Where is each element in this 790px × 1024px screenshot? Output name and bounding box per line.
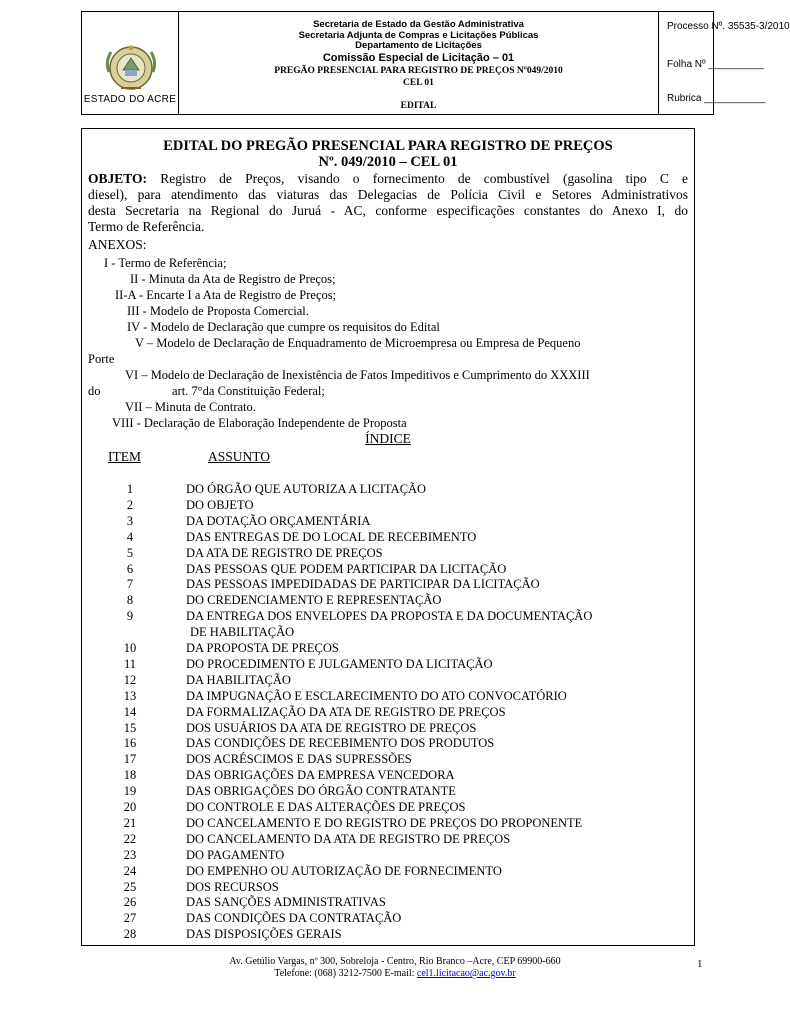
index-item-number: 16 [123,736,137,751]
secretaria-line: Secretaria de Estado da Gestão Administrativa [313,19,524,30]
index-item-number: 14 [123,704,137,719]
index-item-title: DAS SANÇÕES ADMINISTRATIVAS [186,895,386,910]
index-item-title: DO PROCEDIMENTO E JULGAMENTO DA LICITAÇÃO [186,656,493,671]
anexo-item: art. 7°da Constituição Federal; [172,384,325,398]
anexo-item: IV - Modelo de Declaração que cumpre os requisitos do Edital [127,320,440,334]
anexo-item: Porte [88,352,115,366]
index-item-title: DAS PESSOAS QUE PODEM PARTICIPAR DA LICITAÇÃO [186,561,507,576]
index-item-number: 7 [126,577,134,592]
state-seal-icon [103,40,159,96]
index-item-number: 13 [123,688,137,703]
index-item-title: DA HABILITAÇÃO [186,672,291,687]
index-item-number: 6 [126,561,134,576]
anexo-item: III - Modelo de Proposta Comercial. [127,304,309,318]
index-item-title: DO PAGAMENTO [186,847,285,862]
footer-phone: Telefone: (068) 3212-7500 E-mail: [274,968,415,979]
footer-email-link[interactable]: cel1.licitacao@ac.gov.br [416,968,516,979]
index-item-title: DO EMPENHO OU AUTORIZAÇÃO DE FORNECIMENTO [186,863,502,878]
anexo-item: II-A - Encarte I a Ata de Registro de Preços; [115,288,337,302]
anexo-item: II - Minuta da Ata de Registro de Preços; [130,272,336,286]
index-item-number: 21 [123,815,137,830]
index-item-number: 19 [123,784,137,799]
document-header [81,11,790,115]
index-item-title: DAS OBRIGAÇÕES DA EMPRESA VENCEDORA [186,768,455,783]
anexo-item: I - Termo de Referência; [104,256,227,270]
anexo-item: VII – Minuta de Contrato. [125,400,256,414]
index-item-title: DAS OBRIGAÇÕES DO ÓRGÃO CONTRATANTE [186,784,456,799]
index-item-number: 10 [123,641,137,655]
header-title-cell [179,12,659,114]
footer-contact [160,968,630,980]
index-item-number: 25 [123,879,137,894]
index-item-title: DA IMPUGNAÇÃO E ESCLARECIMENTO DO ATO CONVOCATÓRIO [186,688,567,703]
index-item-number: 1 [126,482,134,496]
anexo-item: VIII - Declaração de Elaboração Independente de Proposta [112,416,407,430]
index-item-number: 23 [123,847,137,862]
anexo-item: V – Modelo de Declaração de Enquadramento de Microempresa ou Empresa de Pequeno [135,336,581,350]
pregao-line: PREGÃO PRESENCIAL PARA REGISTRO DE PREÇOS Nº049/2010 [274,65,563,76]
edital-content-box [81,128,695,946]
objeto-paragraph-line-3: desta Secretaria na Regional do Juruá - AC, conforme especificações constantes do Anexo I, do [88,203,688,218]
index-item-title: DA PROPOSTA DE PREÇOS [186,641,339,655]
objeto-paragraph-line-1 [88,171,688,187]
index-item-title: DOS USUÁRIOS DA ATA DE REGISTRO DE PREÇOS [186,720,477,735]
index-item-number: 18 [123,768,137,783]
page-number: 1 [697,958,703,970]
index-item-title: DAS PESSOAS IMPEDIDADAS DE PARTICIPAR DA LICITAÇÃO [186,577,540,592]
comissao-line: Comissão Especial de Licitação – 01 [322,51,515,64]
index-item-title: DAS CONDIÇÕES DA CONTRATAÇÃO [186,911,402,926]
anexo-item: VI – Modelo de Declaração de Inexistência de Fatos Impeditivos e Cumprimento do XXXIII [125,368,590,382]
index-item-number: 8 [126,593,134,608]
index-item-number: 9 [126,609,134,624]
index-item-title: DO OBJETO [186,497,254,512]
index-item-number: 3 [126,513,134,528]
folha-field: Folha Nº __________ [667,59,765,70]
header-meta-cell [659,12,790,114]
index-item-title: DO CONTROLE E DAS ALTERAÇÕES DE PREÇOS [186,800,466,814]
processo-number: Processo Nº. 35535-3/2010 [667,21,790,32]
document-title: EDITAL DO PREGÃO PRESENCIAL PARA REGISTRO DE PREÇOS [163,138,613,154]
edital-label: EDITAL [400,101,437,111]
index-item-title: DA FORMALIZAÇÃO DA ATA DE REGISTRO DE PREÇOS [186,704,506,719]
header-logo-cell [82,12,179,114]
index-item-number: 28 [123,927,137,942]
index-item-title: DAS CONDIÇÕES DE RECEBIMENTO DOS PRODUTOS [186,736,495,751]
index-item-number: 12 [123,672,137,687]
footer-address: Av. Getúlio Vargas, nº 300, Sobreloja - Centro, Rio Branco –Acre, CEP 69900-660 [229,956,561,967]
index-item-number: 4 [126,529,134,544]
index-item-number: 26 [123,895,137,910]
index-item-number: 22 [123,831,137,846]
index-item-title: DO ÓRGÃO QUE AUTORIZA A LICITAÇÃO [186,482,427,496]
index-item-title: DAS DISPOSIÇÕES GERAIS [186,927,342,942]
index-item-number: 24 [123,863,137,878]
index-item-title: DO CANCELAMENTO E DO REGISTRO DE PREÇOS DO PROPONENTE [186,815,583,830]
anexos-label: ANEXOS: [88,237,147,252]
indice-heading: ÍNDICE [365,431,411,446]
column-assunto-header: ASSUNTO [208,449,271,464]
cel-line: CEL 01 [403,77,434,88]
index-item-title: DO CANCELAMENTO DA ATA DE REGISTRO DE PREÇOS [186,831,511,846]
index-item-number: 20 [123,800,137,814]
document-subtitle: Nº. 049/2010 – CEL 01 [318,154,458,170]
objeto-paragraph-line-2: diesel), para atendimento das viaturas das Delegacias de Polícia Civil e Setores Administrativos [88,187,688,202]
index-item-title: DA ATA DE REGISTRO DE PREÇOS [186,545,383,560]
estado-label: ESTADO DO ACRE [83,94,177,105]
index-item-title: DOS ACRÉSCIMOS E DAS SUPRESSÕES [186,752,412,767]
rubrica-field: Rubrica ___________ [667,93,766,104]
index-item-title: DAS ENTREGAS DE DO LOCAL DE RECEBIMENTO [186,529,477,544]
index-item-title: DA DOTAÇÃO ORÇAMENTÁRIA [186,513,371,528]
departamento-line: Departamento de Licitações [355,40,482,51]
index-item-title: DA ENTREGA DOS ENVELOPES DA PROPOSTA E DA DOCUMENTAÇÃO [186,609,593,624]
index-item-number: 2 [126,497,134,512]
index-item-number: 11 [123,656,137,671]
secretaria-adjunta-line: Secretaria Adjunta de Compras e Licitações Públicas [298,29,539,41]
index-item-number: 5 [126,545,134,560]
anexo-item: do [88,384,101,398]
index-item-number: 27 [123,911,137,926]
index-item-title: DOS RECURSOS [186,879,279,894]
objeto-paragraph-line-4: Termo de Referência. [88,219,205,234]
index-item-number: 17 [123,752,137,767]
objeto-label: OBJETO: [88,171,148,186]
index-item-title: DO CREDENCIAMENTO E REPRESENTAÇÃO [186,593,442,608]
index-item-number: 15 [123,720,137,735]
objeto-text: Registro de Preços, visando o fornecimento de combustível (gasolina tipo C e [160,171,688,186]
column-item-header: ITEM [108,449,141,464]
index-item-title-continuation: DE HABILITAÇÃO [190,625,295,640]
